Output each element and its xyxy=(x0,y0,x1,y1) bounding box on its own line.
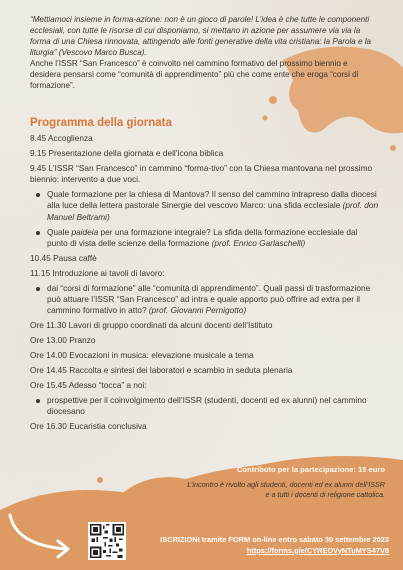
speaker-name: (prof. don Manuel Beltrami) xyxy=(47,200,379,222)
program-item: Ore 14.00 Evocazioni in musica: elevazione musicale a tema xyxy=(30,350,254,361)
program-item: Ore 11.30 Lavori di gruppo coordinati da alcuni docenti dell’Istituto xyxy=(30,320,273,331)
registration-info xyxy=(129,535,389,556)
registration-text: ISCRIZIONI tramite FORM on-line entro sabato 30 settembre 2023 xyxy=(160,535,389,544)
program-subitem: Quale paideia per una formazione integrale? La sfida della formazione ecclesiale dal punto di vista delle scienze della formazione (prof. Enrico Garlaschelli) xyxy=(30,227,380,249)
program-item: Ore 16.30 Eucaristia conclusiva xyxy=(30,421,147,432)
program-subitem: Quale formazione per la chiesa di Mantova? Il senso del cammino intrapreso dalla diocesi alla luce della lettera pastorale Sinergie del vescovo Marco: una sfida ecclesiale (prof. don Manuel Beltrami) xyxy=(30,189,380,223)
intro-text: Anche l’ISSR “San Francesco” è coinvolto nel cammino formativo del prossimo biennio e desidera pensarsi come “comunità di apprendimento” più che come ente che eroga “corsi di formazione”. xyxy=(30,59,359,90)
audience-note: L’incontro è rivolto agli studenti, docenti ed ex alunni dell’ISSR e a tutti i docenti di religione cattolica. xyxy=(187,480,385,499)
program-item: Ore 14.45 Raccolta e sintesi dei laboratori e scambio in seduta plenaria xyxy=(30,365,293,376)
program-item: 9.15 Presentazione della giornata e dell’icona biblica xyxy=(30,148,224,158)
program-item: 8.45 Accoglienza xyxy=(30,133,93,143)
speaker-name: (prof. Enrico Garlaschelli) xyxy=(211,237,306,248)
registration-link[interactable]: https://forms.gle/CYREOVyNTuMYS47V8 xyxy=(246,545,389,555)
program-item: 9.45 L’ISSR “San Francesco” in cammino “forma-tivo” con la Chiesa mantovana nel prossimo biennio: intervento a due voci. xyxy=(30,163,373,185)
program-item: Ore 13.00 Pranzo xyxy=(30,335,96,346)
intro-paragraph xyxy=(30,14,380,91)
program-title: Programma della giornata xyxy=(30,117,172,129)
program-item: 10.45 Pausa caffè xyxy=(30,252,97,263)
program-subitem: dai “corsi di formazione” alle “comunità di apprendimento”. Quali passi di trasformazione può attuare l’ISSR “San Francesco” ad intra e quale apporto può offrire ad extra per il cammino formativo in atto? (prof. Giovanni Pernigotto) xyxy=(30,283,380,317)
arrow-icon xyxy=(6,505,86,565)
program-item: Ore 15.45 Adesso “tocca” a noi: xyxy=(30,380,147,391)
speaker-name: (prof. Giovanni Pernigotto) xyxy=(148,305,247,316)
bishop-quote: “Mettiamoci insieme in forma-azione: non è un gioco di parole! L’idea è che tutte le componenti ecclesiali, con tutte le risorse di cui disponiamo, si mettano in azione per assumere via via la forma di una Chiesa rinnovata, attingendo alle fonti generative della vita cristiana: la Parola e la liturgia” (Vescovo Marco Busca). xyxy=(30,15,372,57)
program-list xyxy=(30,133,380,436)
contribution-note: Contributo per la partecipazione: 15 euro xyxy=(236,465,385,474)
program-subitem: prospettive per il coinvolgimento dell’ISSR (studenti, docenti ed ex alunni) nel cammino diocesano xyxy=(30,395,380,417)
qr-code[interactable] xyxy=(88,522,126,560)
program-item: 11.15 Introduzione ai tavoli di lavoro: xyxy=(30,267,165,278)
